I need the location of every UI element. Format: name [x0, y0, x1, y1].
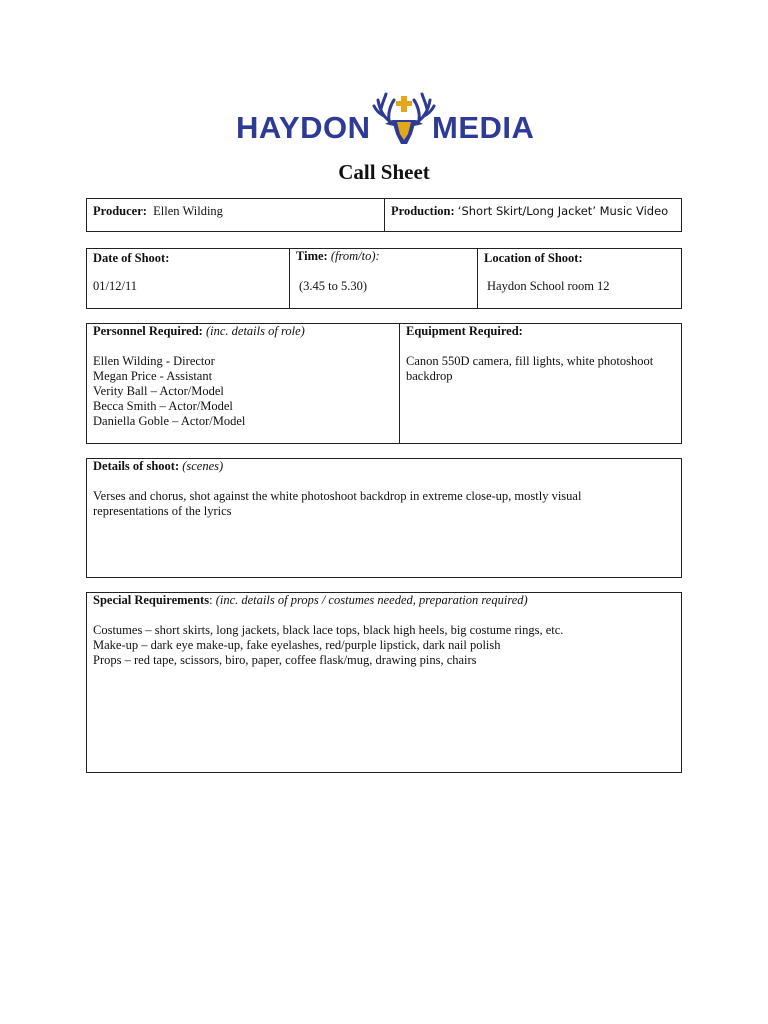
production-value: ‘Short Skirt/Long Jacket’ Music Video	[457, 204, 669, 218]
equipment-label: Equipment Required:	[406, 324, 523, 338]
divider	[477, 249, 478, 308]
special-header	[93, 593, 528, 608]
time-hint: (from/to):	[330, 249, 380, 263]
page-title: Call Sheet	[338, 160, 430, 184]
production-cell	[391, 204, 668, 219]
producer-label: Producer:	[93, 204, 147, 218]
list-item: Ellen Wilding - Director	[93, 354, 215, 368]
list-item: Canon 550D camera, fill lights, white photoshoot	[406, 354, 654, 368]
list-item: representations of the lyrics	[93, 504, 232, 518]
personnel-equipment-box	[86, 323, 682, 444]
date-time-location-box	[86, 248, 682, 309]
location-label: Location of Shoot:	[484, 251, 583, 265]
divider	[384, 199, 385, 231]
personnel-hint: (inc. details of role)	[205, 324, 305, 338]
list-item: Props – red tape, scissors, biro, paper, coffee flask/mug, drawing pins, chairs	[93, 653, 477, 667]
personnel-header	[93, 324, 305, 339]
production-label: Production:	[391, 204, 455, 218]
logo-left-word: HAYDON	[236, 110, 371, 145]
list-item: Becca Smith – Actor/Model	[93, 399, 233, 413]
list-item: backdrop	[406, 369, 453, 383]
special-requirements-box	[86, 592, 682, 773]
date-value: 01/12/11	[93, 279, 137, 293]
time-label: Time:	[296, 249, 328, 263]
list-item: Megan Price - Assistant	[93, 369, 213, 383]
location-value: Haydon School room 12	[487, 279, 610, 293]
personnel-label: Personnel Required:	[93, 324, 203, 338]
list-item: Daniella Goble – Actor/Model	[93, 414, 246, 428]
list-item: Costumes – short skirts, long jackets, black lace tops, black high heels, big costume rings, etc.	[93, 623, 564, 637]
details-text	[93, 489, 581, 519]
equipment-list	[406, 354, 653, 384]
time-value: (3.45 to 5.30)	[299, 279, 368, 293]
date-label: Date of Shoot:	[93, 251, 170, 265]
time-header	[296, 249, 380, 264]
producer-production-box	[86, 198, 682, 232]
list-item: Verses and chorus, shot against the white photoshoot backdrop in extreme close-up, mostly visual	[93, 489, 582, 503]
list-item: Make-up – dark eye make-up, fake eyelashes, red/purple lipstick, dark nail polish	[93, 638, 501, 652]
divider	[289, 249, 290, 308]
special-hint: (inc. details of props / costumes needed, preparation required)	[215, 593, 528, 607]
divider	[399, 324, 400, 443]
producer-cell	[93, 204, 223, 219]
personnel-list	[93, 354, 245, 429]
logo-right-word: MEDIA	[432, 110, 535, 145]
special-label: Special Requirements	[93, 593, 210, 607]
details-label: Details of shoot:	[93, 459, 180, 473]
details-hint: (scenes)	[182, 459, 224, 473]
logo	[0, 88, 768, 158]
list-item: Verity Ball – Actor/Model	[93, 384, 224, 398]
producer-value: Ellen Wilding	[153, 204, 223, 218]
details-header	[93, 459, 223, 474]
special-list	[93, 623, 563, 668]
stag-head-icon	[372, 90, 436, 148]
special-colon: :	[209, 593, 213, 607]
details-box	[86, 458, 682, 578]
